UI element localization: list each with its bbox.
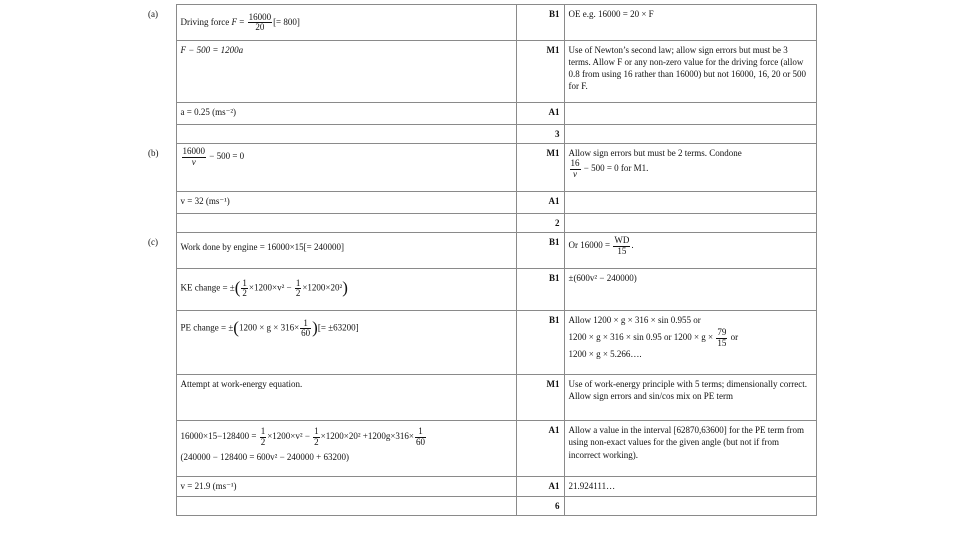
- mark-c6: A1: [516, 477, 564, 497]
- mark-c3: B1: [516, 311, 564, 375]
- fraction: $\frac{1}{2}$: [242, 277, 247, 299]
- working-c4: Attempt at work-energy equation.: [176, 375, 516, 421]
- working-c2: KE change = ±( $\frac{1}{2}$ ×1200×v² − $\frac{1}{2}$ ×1200×20²): [176, 269, 516, 311]
- fraction: $\frac{1}{60}$: [416, 426, 425, 447]
- total-c: 6: [516, 497, 564, 516]
- fraction: $\frac{16}{v}$: [570, 158, 580, 179]
- total-a: 3: [516, 125, 564, 144]
- fraction: $\frac{16000}{20}$: [248, 12, 272, 33]
- working-c5: 16000×15−128400 = $\frac{1}{2}$ ×1200×v² − $\frac{1}{2}$ ×1200×20² +1200g×316× $\frac{1}{60}$ (240000 − 128400 = 600v² − 240000 + 63200): [176, 421, 516, 477]
- note-c3: Allow 1200 × g × 316 × sin 0.955 or 1200 × g × 316 × sin 0.95 or 1200 × g × $\frac{79}{15}$ or 1200 × g × 5.266….: [564, 311, 816, 375]
- working-a2: F − 500 = 1200a: [176, 41, 516, 103]
- mark-c4: M1: [516, 375, 564, 421]
- row-c5: [144, 421, 816, 477]
- fraction: $\frac{79}{15}$: [717, 327, 727, 348]
- fraction: $\frac{1}{2}$: [260, 426, 266, 447]
- row-a2: [144, 41, 816, 103]
- note-c4: Use of work-energy principle with 5 terms; dimensionally correct. Allow sign errors and sin/cos mix on PE term: [564, 375, 816, 421]
- note-b1: Allow sign errors but must be 2 terms. Condone $\frac{16}{v}$ − 500 = 0 for M1.: [564, 144, 816, 192]
- row-c3: [144, 311, 816, 375]
- row-c1: [144, 233, 816, 269]
- fraction: $\frac{WD}{15}$: [614, 235, 630, 256]
- row-b1: [144, 144, 816, 192]
- working-a1: Driving force F = $\frac{16000}{20}$ [= 800]: [176, 5, 516, 41]
- mark-a1: B1: [516, 5, 564, 41]
- working-a3: a = 0.25 (ms⁻²): [176, 103, 516, 125]
- mark-a2: M1: [516, 41, 564, 103]
- note-c2: ±(600v² − 240000): [564, 269, 816, 311]
- row-c2: [144, 269, 816, 311]
- note-c6: 21.924111…: [564, 477, 816, 497]
- part-label-c: (c): [148, 236, 158, 247]
- part-label-b: (b): [148, 147, 159, 158]
- working-c3: PE change = ±(1200 × g × 316× $\frac{1}{60}$ )[= ±63200]: [176, 311, 516, 375]
- mark-scheme-table: [144, 4, 817, 516]
- working-c6: v = 21.9 (ms⁻¹): [176, 477, 516, 497]
- part-label-a: (a): [148, 8, 158, 19]
- note-a1: OE e.g. 16000 = 20 × F: [564, 5, 816, 41]
- mark-c2: B1: [516, 269, 564, 311]
- row-a1: [144, 5, 816, 41]
- mark-b2: A1: [516, 192, 564, 214]
- fraction: $\frac{16000}{v}$: [182, 146, 205, 167]
- mark-b1: M1: [516, 144, 564, 192]
- row-a3: [144, 103, 816, 125]
- note-c1: Or 16000 = $\frac{WD}{15}$ .: [564, 233, 816, 269]
- working-b2: v = 32 (ms⁻¹): [176, 192, 516, 214]
- fraction: $\frac{1}{2}$: [295, 277, 301, 299]
- fraction: $\frac{1}{2}$: [314, 426, 319, 447]
- note-a2: Use of Newton’s second law; allow sign errors but must be 3 terms. Allow F or any non-zero value for the driving force (allow 0.8 from using 16 rather than 16000) but not 16000, 16, 20 or 500 for F.: [564, 41, 816, 103]
- working-b1: $\frac{16000}{v}$ − 500 = 0: [176, 144, 516, 192]
- mark-c1: B1: [516, 233, 564, 269]
- fraction: $\frac{1}{60}$: [301, 317, 311, 339]
- row-b2: [144, 192, 816, 214]
- row-c-total: [144, 497, 816, 516]
- total-b: 2: [516, 214, 564, 233]
- row-a-total: [144, 125, 816, 144]
- working-c1: Work done by engine = 16000×15[= 240000]: [176, 233, 516, 269]
- row-c6: [144, 477, 816, 497]
- row-b-total: [144, 214, 816, 233]
- row-c4: [144, 375, 816, 421]
- mark-a3: A1: [516, 103, 564, 125]
- mark-c5: A1: [516, 421, 564, 477]
- note-c5: Allow a value in the interval [62870,63600] for the PE term from using non-exact values for the given angle (but not if from incorrect working).: [564, 421, 816, 477]
